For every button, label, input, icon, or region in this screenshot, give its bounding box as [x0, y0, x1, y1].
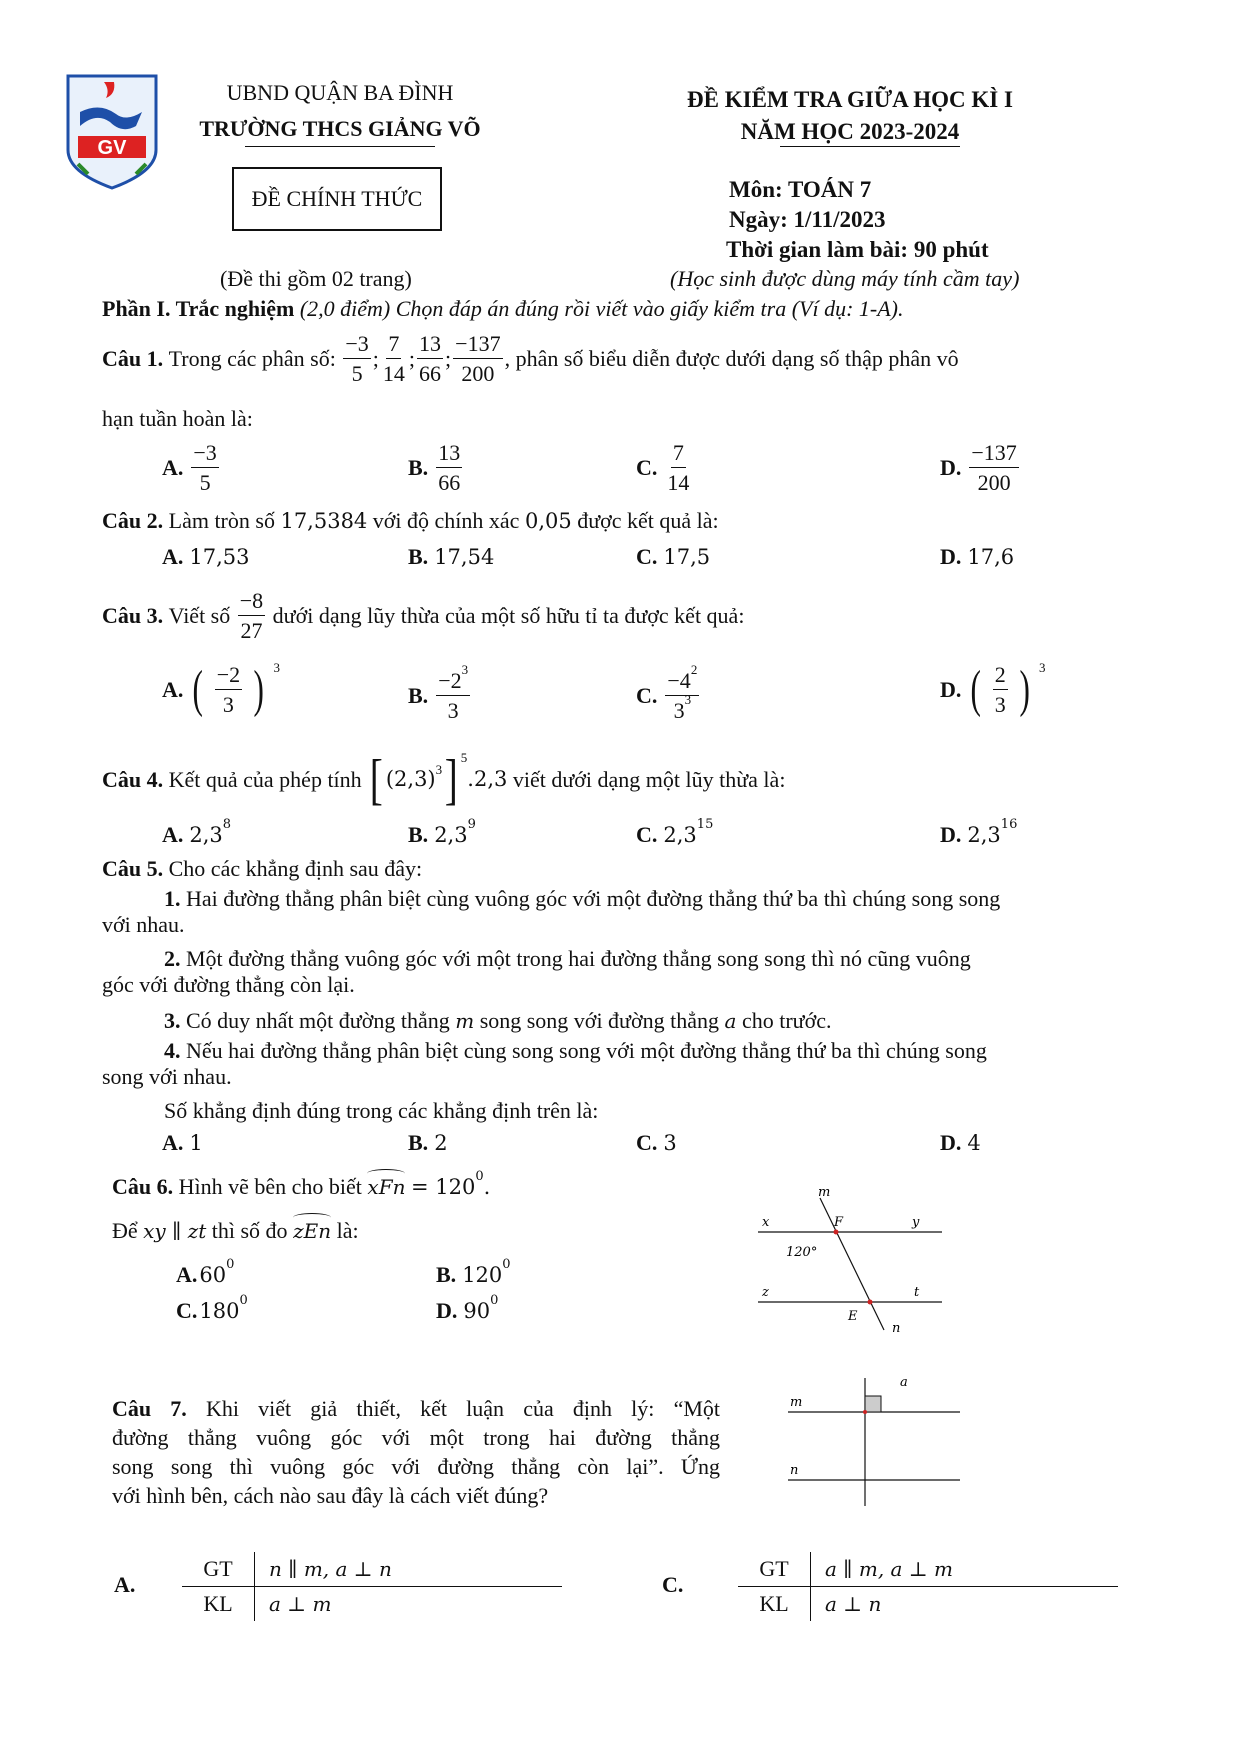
q7-c-gt-label: GT [759, 1555, 789, 1581]
q5-option-c[interactable] [636, 1130, 677, 1156]
q6-fig-label-F: F [834, 1215, 844, 1230]
q1-fraction-3: $\frac{13}{66}$ [419, 331, 442, 387]
q1-fraction-1: $\frac{-3}{5}$ [345, 331, 369, 387]
q6-text-b: Để [112, 1218, 138, 1243]
q6-option-a-letter: A. [176, 1262, 198, 1287]
pages-note: (Đề thi gồm 02 trang) [220, 266, 412, 291]
q5-statement-3: 3. Có duy nhất một đường thẳng m song song với đường thẳng a cho trước. [164, 1008, 832, 1033]
q5-text: Cho các khẳng định sau đây: [168, 856, 423, 881]
q5-option-b-value: 2 [434, 1130, 448, 1155]
q3-option-a-value: $\frac{-2}{3}$ [216, 662, 241, 718]
q1-option-c-value: $\frac{7}{14}$ [667, 440, 690, 496]
q1-option-d[interactable] [940, 440, 1021, 496]
q3-option-b[interactable] [408, 661, 472, 724]
school-logo [64, 72, 160, 192]
q1-option-b-letter: B. [408, 454, 429, 480]
q3-text-b: dưới dạng lũy thừa của một số hữu tỉ ta được kết quả: [272, 602, 745, 628]
q4-option-d[interactable] [940, 816, 1018, 848]
q5-stem [102, 856, 422, 882]
q2-option-c-value: 17,5 [663, 544, 711, 569]
q2-option-c-letter: C. [636, 544, 658, 569]
q3-option-c[interactable] [636, 661, 701, 724]
q7-fig-label-m: m [790, 1395, 803, 1410]
q2-precision: 0,05 [524, 509, 572, 533]
q7-a-kl: a ⊥ m [269, 1592, 332, 1616]
q4-option-c-value: $2,3^{15}$ [663, 816, 714, 847]
q6-option-d-value: $90^0$ [463, 1292, 499, 1323]
q4-stem: Câu 4. Kết quả của phép tính [ (2,3) $^3$ ] $^5$ .2,3 viết dưới dạng một lũy thừa là: [102, 749, 786, 811]
q6-fig-label-z: z [762, 1285, 769, 1300]
q4-option-d-letter: D. [940, 822, 962, 847]
q7-option-a-table[interactable] [182, 1552, 562, 1621]
exam-title: ĐỀ KIỂM TRA GIỮA HỌC KÌ I [687, 87, 1013, 112]
part1-heading [102, 296, 1162, 322]
q4-option-b-value: $2,3^9$ [434, 816, 476, 847]
q6-fig-label-t: t [914, 1285, 920, 1300]
q3-option-d-exp: 3 [1039, 660, 1046, 675]
q7-fig-label-a: a [900, 1375, 908, 1390]
q2-option-c[interactable] [636, 544, 710, 570]
q7-option-c-letter[interactable]: C. [662, 1572, 684, 1597]
q4-option-b[interactable] [408, 816, 476, 848]
q7-line2: đường thẳng vuông góc với một trong hai đường thẳng [112, 1425, 720, 1450]
q5-option-a-value: 1 [189, 1130, 203, 1155]
q7-option-c-table[interactable] [738, 1552, 1118, 1621]
q2-option-a[interactable] [162, 544, 250, 570]
q3-label: Câu 3. [102, 602, 164, 628]
q4-option-c[interactable] [636, 816, 714, 848]
q7-option-a-letter[interactable]: A. [114, 1572, 136, 1597]
calculator-note: (Học sinh được dùng máy tính cầm tay) [670, 266, 1020, 291]
q7-c-kl-label: KL [759, 1590, 789, 1616]
q6-parallel: xy ∥ zt [143, 1219, 207, 1243]
q6-option-a[interactable] [176, 1256, 235, 1288]
q6-fig-angle: 120° [786, 1245, 818, 1260]
q6-option-d[interactable] [436, 1292, 499, 1324]
q6-option-b-value: $120^0$ [462, 1256, 511, 1287]
q2-option-b-value: 17,54 [434, 544, 495, 569]
q7-a-gt: n ∥ m, a ⊥ n [269, 1557, 392, 1581]
part1-instruction: (2,0 điểm) Chọn đáp án đúng rồi viết vào giấy kiểm tra (Ví dụ: 1-A). [299, 296, 904, 321]
q6-angle2: zEn [293, 1219, 332, 1243]
q6-text-d: là: [336, 1218, 359, 1243]
duration: Thời gian làm bài: 90 phút [726, 237, 989, 262]
q6-option-b[interactable] [436, 1256, 511, 1288]
q4-inner-exp: 3 [435, 762, 443, 778]
q2-option-a-value: 17,53 [189, 544, 250, 569]
q6-option-c-letter: C. [176, 1298, 198, 1323]
q5-statement-1: 1. Hai đường thẳng phân biệt cùng vuông góc với một đường thẳng thứ ba thì chúng song song với nhau. [102, 886, 1001, 938]
school-underline [245, 146, 435, 147]
q7-c-gt: a ∥ m, a ⊥ m [825, 1557, 953, 1581]
q5-option-d[interactable] [940, 1130, 981, 1156]
q6-stem-line2 [112, 1218, 359, 1244]
q7-figure [780, 1372, 980, 1512]
q5-statement-4: 4. Nếu hai đường thẳng phân biệt cùng song song với một đường thẳng thứ ba thì chúng song song với nhau. [102, 1038, 987, 1090]
q3-option-a[interactable]: A. ( $\frac{-2}{3}$ ) $^3$ [162, 660, 280, 718]
q7-line1: Khi viết giả thiết, kết luận của định lý: “Một [205, 1396, 721, 1421]
q3-option-a-letter: A. [162, 676, 184, 702]
q4-option-a[interactable] [162, 816, 232, 848]
q1-option-a-letter: A. [162, 454, 184, 480]
q6-text-a: Hình vẽ bên cho biết [178, 1174, 362, 1199]
q5-option-b-letter: B. [408, 1130, 429, 1155]
q4-option-d-value: $2,3^{16}$ [967, 816, 1018, 847]
q7-a-kl-label: KL [203, 1590, 233, 1616]
q6-fig-label-x: x [762, 1215, 770, 1230]
q3-option-c-letter: C. [636, 682, 658, 708]
q3-option-c-value: $\frac{-4^2}{3^3}$ [667, 661, 698, 724]
q6-figure [752, 1180, 952, 1340]
official-box [232, 167, 442, 231]
q1-option-d-value: $\frac{-137}{200}$ [971, 440, 1017, 496]
q1-stem: Câu 1. Trong các phân số: $\frac{-3}{5}$ ; $\frac{7}{14}$ ; $\frac{13}{66}$ ; $\frac{-137}{200}$ , phân số biểu diễn được dưới dạng số thập phân vô [102, 331, 959, 387]
q6-fig-label-y: y [912, 1215, 920, 1230]
q6-option-d-letter: D. [436, 1298, 458, 1323]
q5-option-d-value: 4 [967, 1130, 981, 1155]
q2-text-c: được kết quả là: [577, 508, 719, 533]
q6-fig-label-n: n [892, 1321, 901, 1336]
q4-outer-exp: 5 [460, 750, 468, 766]
school-name: TRƯỜNG THCS GIẢNG VÕ [199, 116, 481, 141]
q1-label: Câu 1. [102, 345, 164, 371]
official-label: ĐỀ CHÍNH THỨC [251, 186, 423, 211]
q3-stem [102, 588, 744, 644]
q4-base: (2,3) [385, 767, 436, 792]
q6-stem-line1 [112, 1169, 491, 1200]
q1-option-b[interactable] [408, 440, 464, 496]
q3-option-a-exp: 3 [273, 660, 280, 675]
q2-text-b: với độ chính xác [372, 508, 520, 533]
q1-option-c-letter: C. [636, 454, 658, 480]
q4-option-c-letter: C. [636, 822, 658, 847]
q4-option-a-letter: A. [162, 822, 184, 847]
exam-date: Ngày: 1/11/2023 [729, 207, 886, 232]
q1-option-b-value: $\frac{13}{66}$ [438, 440, 461, 496]
q1-option-c[interactable] [636, 440, 693, 496]
logo-text: GV [97, 137, 127, 159]
q6-label: Câu 6. [112, 1174, 174, 1199]
q6-option-c[interactable] [176, 1292, 248, 1324]
q5-option-c-letter: C. [636, 1130, 658, 1155]
q4-text-a: Kết quả của phép tính [168, 766, 362, 792]
q5-label: Câu 5. [102, 856, 164, 881]
year-underline [780, 146, 960, 147]
q5-statement-2: 2. Một đường thẳng vuông góc với một trong hai đường thẳng song song thì nó cũng vuông góc với đường thẳng còn lại. [102, 946, 971, 998]
q7-label: Câu 7. [112, 1396, 187, 1421]
q1-option-a[interactable] [162, 440, 221, 496]
q6-option-c-value: $180^0$ [199, 1292, 248, 1323]
q7-stem [112, 1394, 720, 1510]
q5-option-b[interactable] [408, 1130, 448, 1156]
q5-option-d-letter: D. [940, 1130, 962, 1155]
q4-option-a-value: $2,3^8$ [189, 816, 232, 847]
q6-text-c: thì số đo [211, 1218, 288, 1243]
q3-option-d-value: $\frac{2}{3}$ [994, 662, 1006, 718]
q5-option-c-value: 3 [663, 1130, 677, 1155]
q6-option-b-letter: B. [436, 1262, 457, 1287]
q3-option-b-letter: B. [408, 682, 429, 708]
q1-fraction-2: $\frac{7}{14}$ [382, 331, 405, 387]
q5-option-a-letter: A. [162, 1130, 184, 1155]
q4-option-b-letter: B. [408, 822, 429, 847]
q1-text-b: , phân số biểu diễn được dưới dạng số thập phân vô [504, 345, 959, 371]
district-name: UBND QUẬN BA ĐÌNH [226, 80, 454, 105]
q1-fraction-4: $\frac{-137}{200}$ [455, 331, 501, 387]
q3-option-d[interactable]: D. ( $\frac{2}{3}$ ) $^3$ [940, 660, 1046, 718]
q2-option-d-value: 17,6 [967, 544, 1015, 569]
q6-fig-label-E: E [848, 1309, 858, 1324]
q5-prompt: Số khẳng định đúng trong các khẳng định trên là: [164, 1098, 599, 1123]
q6-fig-label-m: m [818, 1185, 831, 1200]
q1-text-a: Trong các phân số: [168, 345, 336, 371]
q7-line3: song song thì vuông góc với đường thẳng còn lại”. Ứng [112, 1454, 720, 1479]
q3-text-a: Viết số [168, 602, 231, 628]
q2-option-d-letter: D. [940, 544, 962, 569]
q6-angle1: xFn [367, 1175, 406, 1199]
part1-title: Phần I. Trắc nghiệm [102, 296, 295, 321]
q7-fig-label-n: n [790, 1463, 799, 1478]
q6-option-a-value: $60^0$ [199, 1256, 235, 1287]
q4-mult: .2,3 [467, 767, 508, 792]
q3-option-b-value: $\frac{-2^3}{3}$ [438, 661, 469, 724]
q3-option-d-letter: D. [940, 676, 962, 702]
q1-option-a-value: $\frac{-3}{5}$ [193, 440, 217, 496]
q2-text-a: Làm tròn số [168, 508, 275, 533]
q6-angle1-value: = $120^0$. [410, 1169, 491, 1199]
q1-option-d-letter: D. [940, 454, 962, 480]
q2-number: 17,5384 [280, 509, 368, 533]
q4-label: Câu 4. [102, 766, 164, 792]
q7-line4: với hình bên, cách nào sau đây là cách viết đúng? [112, 1483, 549, 1508]
q7-c-kl: a ⊥ n [825, 1592, 882, 1616]
school-year: NĂM HỌC 2023-2024 [740, 119, 960, 144]
q5-option-a[interactable] [162, 1130, 203, 1156]
q2-option-b[interactable] [408, 544, 494, 570]
q3-fraction: $\frac{-8}{27}$ [239, 588, 264, 644]
q4-text-b: viết dưới dạng một lũy thừa là: [512, 766, 786, 792]
q2-option-a-letter: A. [162, 544, 184, 569]
q2-stem [102, 508, 719, 534]
q2-label: Câu 2. [102, 508, 164, 533]
q7-a-gt-label: GT [203, 1555, 233, 1581]
q2-option-d[interactable] [940, 544, 1014, 570]
subject: Môn: TOÁN 7 [729, 177, 872, 202]
q2-option-b-letter: B. [408, 544, 429, 569]
q1-text-c: hạn tuần hoàn là: [102, 406, 253, 431]
